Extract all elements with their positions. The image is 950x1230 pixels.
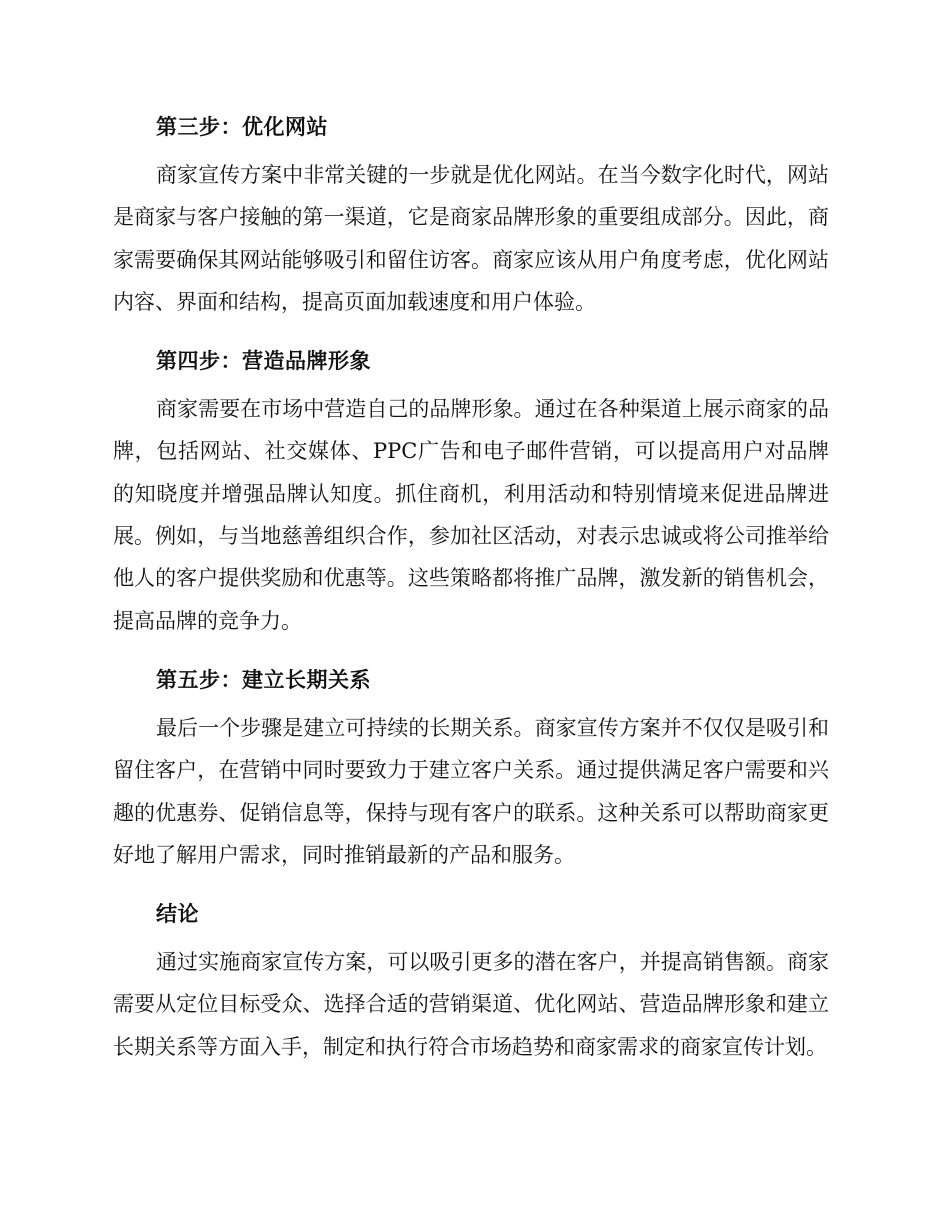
- section-heading: 第三步：优化网站: [156, 114, 328, 139]
- section-paragraph: 最后一个步骤是建立可持续的长期关系。商家宣传方案并不仅仅是吸引和留住客户，在营销中同时要致力于建立客户关系。通过提供满足客户需要和兴趣的优惠券、促销信息等，保持与现有客户的联系。这种关系可以帮助商家更好地了解用户需求，同时推销最新的产品和服务。: [113, 715, 829, 867]
- section-divider: [113, 323, 829, 334]
- section-step-five: [113, 653, 829, 876]
- section-heading: 第四步：营造品牌形象: [156, 348, 371, 374]
- section-paragraph: 商家需要在市场中营造自己的品牌形象。通过在各种渠道上展示商家的品牌，包括网站、社交媒体、PPC广告和电子邮件营销，可以提高用户对品牌的知晓度并增强品牌认知度。抓住商机，利用活动和特别情境来促进品牌进展。例如，与当地慈善组织合作，参加社区活动，对表示忠诚或将公司推举给他人的客户提供奖励和优惠等。这些策略都将推广品牌，激发新的销售机会，提高品牌的竞争力。: [113, 397, 829, 633]
- section-step-four: [113, 334, 829, 642]
- section-step-three: [113, 100, 829, 323]
- section-divider: [113, 642, 829, 653]
- section-divider: [113, 876, 829, 887]
- section-paragraph: 商家宣传方案中非常关键的一步就是优化网站。在当今数字化时代，网站是商家与客户接触的第一渠道，它是商家品牌形象的重要组成部分。因此，商家需要确保其网站能够吸引和留住访客。商家应该从用户角度考虑，优化网站内容、界面和结构，提高页面加载速度和用户体验。: [113, 163, 829, 314]
- section-conclusion: [113, 887, 829, 1068]
- section-heading: 结论: [156, 901, 199, 927]
- section-heading: 第五步：建立长期关系: [156, 666, 371, 692]
- section-paragraph: 通过实施商家宣传方案，可以吸引更多的潜在客户，并提高销售额。商家需要从定位目标受众、选择合适的营销渠道、优化网站、营造品牌形象和建立长期关系等方面入手，制定和执行符合市场趋势和商家需求的商家宣传计划。: [113, 950, 829, 1059]
- document-page: [113, 100, 829, 1068]
